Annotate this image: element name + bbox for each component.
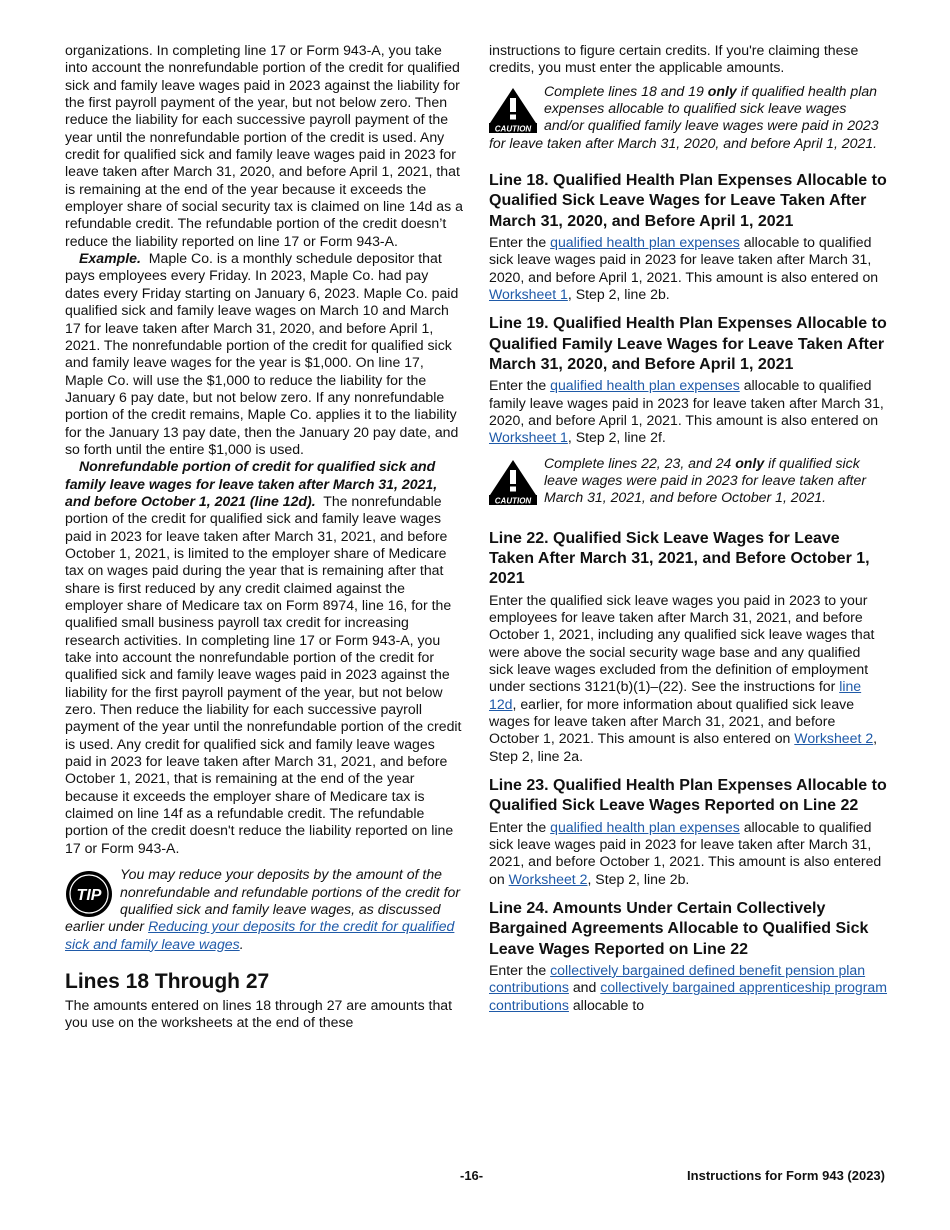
left-column (65, 42, 465, 1032)
line22-text-a: Enter the qualified sick leave wages you paid in 2023 to your employees for leave taken after March 31, 2021, and before October 1, 2021, including any qualified sick leave wages that were above the social security wage base and any qualified sick leave wages excluded from the definition of employment under sections 3121(b)(1)–(22). See the instructions for (489, 591, 875, 695)
caution-icon (489, 459, 537, 505)
caution-icon (489, 87, 537, 133)
line19-text-b: allocable to qualified family leave wages paid in 2023 for leave taken after March 31, 2020, and before April 1, 2021. This amount is also entered on (489, 377, 884, 428)
line18-health-plan-link[interactable]: qualified health plan expenses (550, 233, 740, 250)
line22-text-c: , Step 2, line 2a. (489, 730, 878, 764)
line18-paragraph (489, 234, 887, 303)
line18-worksheet-link[interactable]: Worksheet 1 (489, 285, 568, 302)
example-label: Example. (79, 250, 141, 267)
tip-end: . (239, 935, 244, 952)
line18-text-a: Enter the (489, 233, 547, 250)
line23-health-plan-link[interactable]: qualified health plan expenses (550, 818, 740, 835)
line19-health-plan-link[interactable]: qualified health plan expenses (550, 377, 740, 394)
line19-text-a: Enter the (489, 377, 547, 394)
tip-badge-label: TIP (76, 887, 102, 905)
line23-text-b: allocable to qualified sick leave wages paid in 2023 for leave taken after March 31, 2021, and before October 1, 2021. This amount is also entered on (489, 818, 882, 887)
line18-text-c: , Step 2, line 2b. (567, 285, 670, 302)
line24-text-b: allocable to (572, 996, 645, 1013)
tip-notice (65, 866, 465, 953)
tip-text: You may reduce your deposits by the amount of the nonrefundable and refundable portions of the credit for qualified sick and family leave wages, as discussed earlier under (65, 866, 461, 935)
caution-notice-lines-18-19 (489, 83, 887, 152)
tip-icon (65, 870, 113, 918)
line23-heading: Line 23. Qualified Health Plan Expenses Allocable to Qualified Sick Leave Wages Reported on Line 22 (489, 776, 887, 815)
caution2-text-a: Complete lines 22, 23, and 24 (544, 454, 732, 471)
paragraph-nonrefundable (65, 458, 465, 857)
line22-paragraph (489, 592, 887, 765)
paragraph-credit-liability: organizations. In completing line 17 or Form 943-A, you take into account the nonrefundable portion of the credit for qualified sick and family leave wages paid in 2023 against the liability for the first payroll payment of the year, but not below zero. Then reduce the liability for each successive payroll payment of the year until the nonrefundable portion of the credit is used. Any credit for qualified sick and family leave wages paid in 2023 for leave taken after March 31, 2020, and before April 1, 2021, that is remaining at the end of the year because it exceeds the employer share of social security tax is claimed on line 14d as a refundable credit. The refundable portion of the credit doesn’t reduce the liability reported on line 17 or Form 943-A. (65, 42, 463, 249)
caution2-only: only (735, 454, 765, 471)
example-text: Maple Co. is a monthly schedule depositor that pays employees every Friday. In 2023, Maple Co. had pay dates every Friday starting on January 6, 2023. Maple Co. paid qualified sick and family leave wages on March 10 and March 17 for leave taken after March 31, 2020, and before April 1, 2021. The nonrefundable portion of the credit for qualified sick and family leave wages for the year is $1,000. On line 17, Maple Co. will use the $1,000 to reduce the liability for the January 6 pay date, but not below zero. If any nonrefundable portion of the credit remains, Maple Co. applies it to the liability for the January 13 pay date, then the January 20 pay date, and so forth until the entire $1,000 is used. (65, 250, 459, 457)
line19-worksheet-link[interactable]: Worksheet 1 (489, 429, 568, 446)
section-heading-lines-18-27: Lines 18 Through 27 (65, 969, 270, 993)
caution2-text-b: if qualified sick leave wages were paid in 2023 for leave taken after March 31, 2021, and before October 1, 2021. (544, 454, 867, 506)
line19-paragraph (489, 377, 887, 446)
apprenticeship-contributions-link[interactable]: collectively bargained apprenticeship program contributions (489, 979, 888, 1013)
line24-paragraph (489, 962, 887, 1014)
line23-worksheet-link[interactable]: Worksheet 2 (508, 870, 588, 887)
line23-text-a: Enter the (489, 818, 547, 835)
line18-heading: Line 18. Qualified Health Plan Expenses Allocable to Qualified Sick Leave Wages for Leave Taken After March 31, 2020, and Before April 1, 2021 (489, 172, 887, 230)
line12d-link[interactable]: line 12d (489, 678, 862, 712)
line22-heading: Line 22. Qualified Sick Leave Wages for Leave Taken After March 31, 2021, and Before October 1, 2021 (489, 529, 870, 588)
line19-text-c: , Step 2, line 2f. (567, 429, 666, 446)
caution-badge-label: CAUTION (494, 496, 532, 505)
caution1-text-b: if qualified health plan expenses allocable to qualified sick leave wages and/or qualified family leave wages were paid in 2023 for leave taken after March 31, 2020, and before April 1, 2021. (489, 82, 879, 151)
reducing-deposits-link[interactable]: Reducing your deposits for the credit for qualified sick and family leave wages (65, 918, 455, 952)
line23-paragraph (489, 819, 887, 888)
line22-worksheet-link[interactable]: Worksheet 2 (794, 730, 874, 747)
line22-text-b: , earlier, for more information about qualified sick leave wages for leave taken after March 31, 2021, and before October 1, 2021. This amount is also entered on (489, 695, 855, 747)
document-title: Instructions for Form 943 (2023) (687, 1168, 885, 1183)
paragraph-example (65, 250, 465, 458)
nonrefundable-text: The nonrefundable portion of the credit for qualified sick and family leave wages paid in 2023 for leave taken after March 31, 2021, and before October 1, 2021, is limited to the employer share of Medicare tax on wages paid during the year that is remaining after that share is first reduced by any credit claimed against the employer share of Medicare tax on Form 8974, line 16, for the qualified small business payroll tax credit for increasing research activities. In completing line 17 or Form 943-A, you take into account the nonrefundable portion of the credit for qualified sick and family leave wages paid in 2023 against the liability for the first payroll payment of the year, but not below zero. Then reduce the liability for each successive payroll payment of the year until the nonrefundable portion of the credit is used. Any credit for qualified sick and family leave wages paid in 2023 for leave taken after March 31, 2021, and before October 1, 2021, that is remaining at the end of the year because it exceeds the employer share of Medicare tax is claimed on line 14f as a refundable credit. The refundable portion of the credit doesn't reduce the liability reported on line 17 or Form 943-A. (65, 492, 462, 856)
section-intro-text: The amounts entered on lines 18 through 27 are amounts that you use on the worksheets at the end of these (65, 996, 453, 1031)
caution-badge-label: CAUTION (494, 124, 532, 133)
line24-and: and (572, 979, 597, 996)
line18-text-b: allocable to qualified sick leave wages paid in 2023 for leave taken after March 31, 2020, and before April 1, 2021. This amount is also entered on (489, 233, 879, 285)
pension-contributions-link[interactable]: collectively bargained defined benefit pension plan contributions (489, 961, 866, 996)
right-intro-text: instructions to figure certain credits. If you're claiming these credits, you must enter the applicable amounts. (489, 42, 859, 76)
caution-notice-lines-22-24 (489, 455, 887, 507)
line24-heading: Line 24. Amounts Under Certain Collectively Bargained Agreements Allocable to Qualified Sick Leave Wages Reported on Line 22 (489, 899, 869, 958)
caution1-only: only (707, 82, 737, 99)
caution1-text-a: Complete lines 18 and 19 (544, 82, 704, 99)
page-number: -16- (460, 1168, 484, 1183)
right-column (489, 42, 887, 1014)
line23-text-c: , Step 2, line 2b. (587, 870, 690, 887)
nonrefundable-heading: Nonrefundable portion of credit for qualified sick and family leave wages for leave taken after March 31, 2021, and before October 1, 2021 (line 12d). (65, 458, 438, 509)
line19-heading: Line 19. Qualified Health Plan Expenses Allocable to Qualified Family Leave Wages for Leave Taken After March 31, 2020, and Before April 1, 2021 (489, 315, 887, 373)
line24-text-a: Enter the (489, 961, 547, 978)
